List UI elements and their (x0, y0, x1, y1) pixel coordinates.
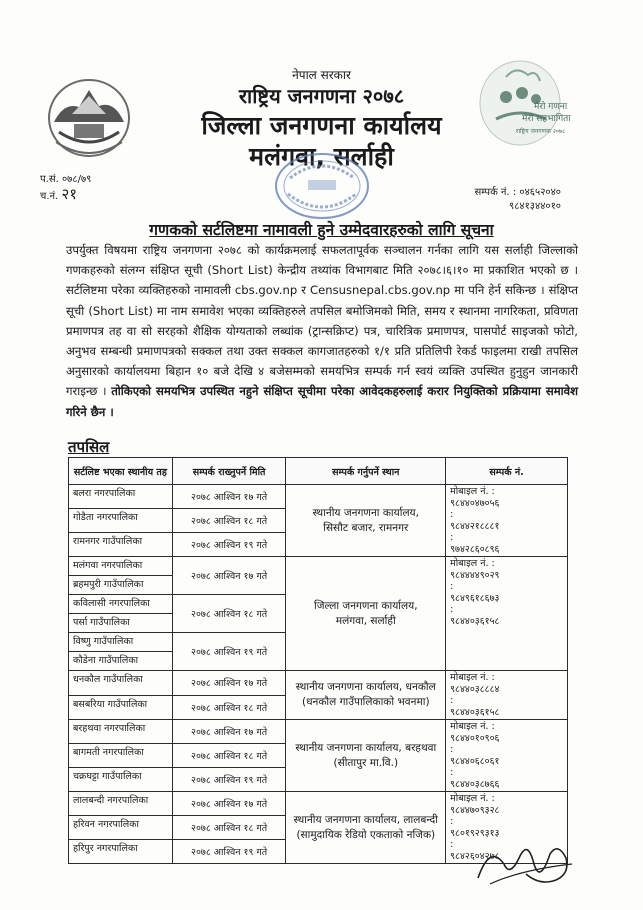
header-contact-number: सम्पर्क नं. (446, 458, 568, 485)
local-unit-cell: चक्रघट्टा गाउँपालिका (69, 768, 173, 792)
table-header-row (69, 458, 568, 485)
mobile-cell: मोबाइल नं. :९८४४०४७०५६ :९८४४२१८८८१ :९७४२८६०८९६ (446, 485, 568, 557)
date-cell: २०७८ आश्विन १८ गते (172, 695, 286, 720)
mobile-cell: मोबाइल नं. :९८४४४४९०२९ :९८४९६१८६७३ :९८४४०३६१५८ (446, 557, 568, 671)
date-cell: २०७८ आश्विन १९ गते (172, 768, 286, 792)
mobile-cell: मोबाइल नं. :९८४४०३८८८४ :९८४४०३६१५८ (446, 671, 568, 720)
header-census-title: राष्ट्रिय जनगणना २०७८ (238, 84, 405, 108)
header-contact-place: सम्पर्क गर्नुपर्ने स्थान (286, 458, 446, 485)
date-cell: २०७८ आश्विन १७ गते (172, 485, 286, 509)
date-cell: २०७८ आश्विन १८ गते (172, 509, 286, 533)
local-unit-cell: विष्णु गाउँपालिका (69, 633, 173, 652)
notice-body-main: उपर्युक्त विषयमा राष्ट्रिय जनगणना २०७८ को कार्यक्रमलाई सफलतापूर्वक सञ्चालन गर्नका लागि यस सर्लाही जिल्लाको गणकहरुको संलग्न संक्षिप्त सूची (Short List) केन्द्रीय तथ्यांक विभागबाट मिति २०७८।६।१० मा प्रकाशित भएको छ । सर्टलिष्टमा परेका व्यक्तिहरुको नामावली cbs.gov.np र Censusnepal.cbs.gov.np मा पनि हेर्न सकिन्छ । संक्षिप्त सूची (Short List) मा नाम समावेश भएका व्यक्तिहरुले तपसिल बमोजिमको मिति, समय र स्थानमा नागरिकता, प्रविणता प्रमाणपत्र तह वा सो सरहको शैक्षिक योग्यताको लब्धांक (ट्रान्सक्रिप्ट) पत्र, चारित्रिक प्रमाणपत्र, पासपोर्ट साइजको फोटो, अनुभव सम्बन्धी प्रमाणपत्रको सक्कल तथा उक्त सक्कल कागजातहरुको १/१ प्रति प्रतिलिपी रेकर्ड फाइलमा राखी तपसिल अनुसारको कार्यालयमा बिहान १० बजे देखि ४ बजेसम्मको समयभित्र सम्पर्क गर्न स्वयं व्यक्ति उपस्थित हुनुहुन जानकारी गराइन्छ । (66, 243, 578, 399)
date-cell: २०७८ आश्विन १८ गते (172, 744, 286, 768)
local-unit-cell: बसबरिया गाउँपालिका (69, 695, 173, 720)
date-cell: २०७८ आश्विन १९ गते (172, 533, 286, 557)
svg-text:मेरो सहभागिता: मेरो सहभागिता (522, 114, 571, 124)
office-contact (474, 186, 561, 214)
table-row (69, 720, 568, 744)
table-row (69, 557, 568, 576)
local-unit-cell: कौडेना गाउँपालिका (69, 652, 173, 671)
contact-label: सम्पर्क नं. : (474, 187, 517, 198)
mobile-cell: मोबाइल नं. :९८४४०१०९०६ :९८४४०६८०६१ :९८४४०३८७६६ (446, 720, 568, 792)
local-unit-cell: हरिवन नगरपालिका (69, 816, 173, 840)
header-office-name: जिल्ला जनगणना कार्यालय (201, 111, 442, 140)
local-unit-cell: मलंगवा नगरपालिका (69, 557, 173, 576)
office-stamp-icon (270, 150, 374, 222)
header-local-unit: सर्टलिष्ट भएका स्थानीय तह (69, 458, 173, 485)
local-unit-cell: ब्रहमपुरी गाउँपालिका (69, 576, 173, 595)
letter-ps-number: प.सं. ०७८/७९ (40, 174, 92, 185)
date-cell: २०७८ आश्विन १९ गते (172, 840, 286, 864)
table-row (69, 485, 568, 509)
local-unit-cell: रामनगर गाउँपालिका (69, 533, 173, 557)
letter-chalani (40, 187, 91, 204)
svg-text:मेरो गणना: मेरो गणना (534, 102, 568, 112)
notice-subject: गणकको सर्टलिष्टमा नामावली हुने उम्मेदवारहरुको लागि सूचना (149, 221, 494, 239)
mobile-cell: मोबाइल नं. :९८४४७०९३२८ :९८०१९२९३१३ :९८४२६०४२७८ (446, 792, 568, 864)
local-unit-cell: धनकौल गाउँपालिका (69, 671, 173, 696)
chalani-label: च.नं. (40, 191, 59, 202)
chalani-number: २१ (61, 185, 78, 203)
place-cell: जिल्ला जनगणना कार्यालय, मलंगवा, सर्लाही (286, 557, 446, 671)
contact-number: ९८४१३४४०१० (509, 201, 561, 212)
local-unit-cell: कविलासी नगरपालिका (69, 595, 173, 614)
place-cell: स्थानीय जनगणना कार्यालय, बरहथवा (सीतापुर मा.वि.) (286, 720, 446, 792)
local-unit-cell: गोडैता नगरपालिका (69, 509, 173, 533)
header-location: मलंगवा, सर्लाही (249, 142, 394, 171)
date-cell: २०७८ आश्विन १७ गते (172, 720, 286, 744)
schedule-table (68, 457, 568, 864)
header-government: नेपाल सरकार (292, 68, 351, 82)
local-unit-cell: पर्सा गाउँपालिका (69, 614, 173, 633)
census-logo-icon (476, 57, 588, 157)
date-cell: २०७८ आश्विन १९ गते (172, 633, 286, 671)
table-row (69, 792, 568, 816)
contact-number: ०४६५२०४० (519, 187, 561, 198)
letter-reference (40, 173, 91, 204)
place-cell: स्थानीय जनगणना कार्यालय, धनकौल (धनकौल गाउँपालिकाको भवनमा) (286, 671, 446, 720)
table-row (69, 671, 568, 696)
date-cell: २०७८ आश्विन १८ गते (172, 595, 286, 633)
place-cell: स्थानीय जनगणना कार्यालय, लालबन्दी (सामुदायिक रेडियो एकताको नजिक) (286, 792, 446, 864)
date-cell: २०७८ आश्विन १७ गते (172, 671, 286, 696)
notice-body-warning: तोकिएको समयभित्र उपस्थित नहुने संक्षिप्त सूचीमा परेका आवेदकहरुलाई करार नियुक्तिको प्रक्रियामा समावेश गरिने छैन । (66, 384, 578, 419)
local-unit-cell: बलरा नगरपालिका (69, 485, 173, 509)
date-cell: २०७८ आश्विन १७ गते (172, 792, 286, 816)
notice-body (66, 240, 578, 422)
place-cell: स्थानीय जनगणना कार्यालय, सिसौट बजार, रामनगर (286, 485, 446, 557)
svg-text:राष्ट्रिय जनगणना २०७८: राष्ट्रिय जनगणना २०७८ (516, 128, 566, 135)
local-unit-cell: बागमती नगरपालिका (69, 744, 173, 768)
local-unit-cell: लालबन्दी नगरपालिका (69, 792, 173, 816)
header-contact-date: सम्पर्क राख्नुपर्ने मिति (172, 458, 286, 485)
signature-icon (470, 834, 580, 894)
local-unit-cell: बरहथवा नगरपालिका (69, 720, 173, 744)
local-unit-cell: हरिपुर नगरपालिका (69, 840, 173, 864)
schedule-heading: तपसिल (68, 438, 110, 456)
date-cell: २०७८ आश्विन १८ गते (172, 816, 286, 840)
date-cell: २०७८ आश्विन १७ गते (172, 557, 286, 595)
schedule-table-wrapper (68, 457, 568, 864)
